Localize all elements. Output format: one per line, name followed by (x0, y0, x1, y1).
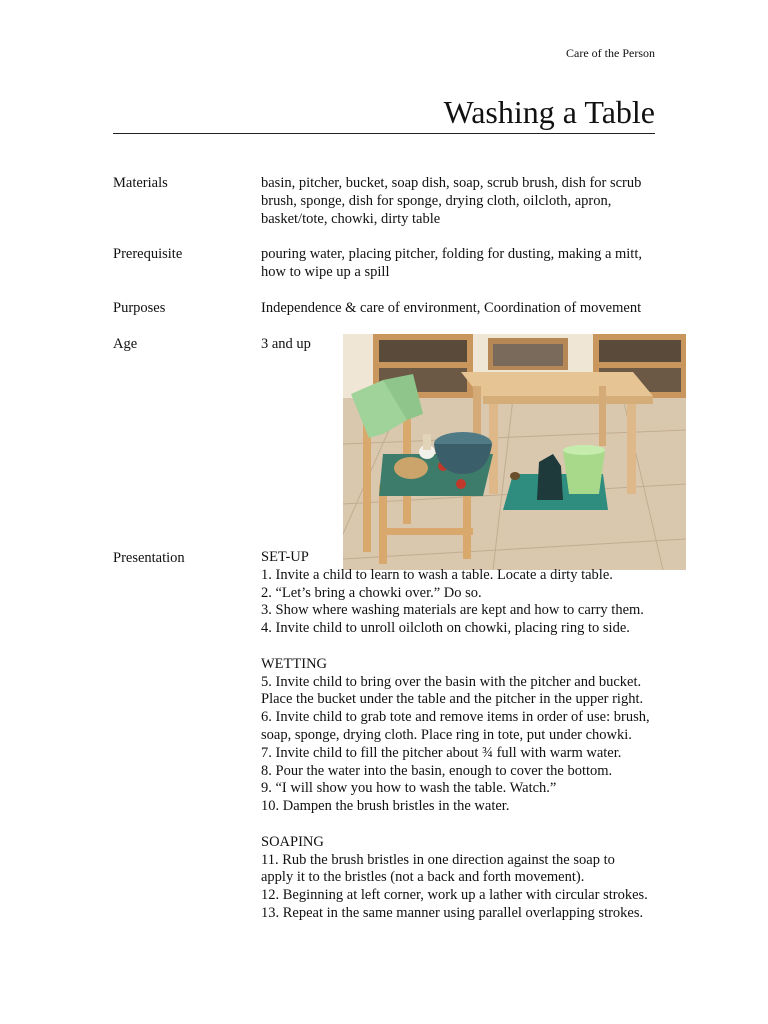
bucket (563, 450, 605, 494)
age-value: 3 and up (261, 336, 311, 352)
scrub-brush (423, 434, 431, 450)
step-line: 3. Show where washing materials are kept and how to carry them. (261, 602, 644, 619)
step-line: 7. Invite child to fill the pitcher about ¾ full with warm water. (261, 744, 622, 761)
page-title: Washing a Table (443, 94, 655, 130)
step-line: 9. “I will show you how to wash the table. Watch.” (261, 780, 557, 797)
soaping-section (261, 834, 681, 923)
age-label: Age (113, 336, 138, 352)
presentation-label: Presentation (113, 550, 185, 566)
photo-illustration (343, 334, 686, 570)
step-line: 5. Invite child to bring over the basin with the pitcher and bucket. (261, 673, 642, 690)
step-line: 12. Beginning at left corner, work up a lather with circular strokes. (261, 887, 648, 904)
running-header: Care of the Person (566, 46, 655, 60)
step-line: 6. Invite child to grab tote and remove items in order of use: brush, (261, 709, 650, 726)
step-line: 8. Pour the water into the basin, enough to cover the bottom. (261, 762, 613, 779)
materials-label: Materials (113, 175, 168, 191)
title-rule (113, 133, 655, 134)
prerequisite-value (261, 245, 671, 281)
table-washing-photo (343, 334, 686, 570)
presentation-steps (261, 549, 681, 923)
materials-line: basin, pitcher, bucket, soap dish, soap, scrub brush, dish for scrub (261, 175, 642, 191)
step-line: 11. Rub the brush bristles in one direction against the soap to (261, 851, 615, 868)
purposes-label: Purposes (113, 300, 166, 316)
materials-line: basket/tote, chowki, dirty table (261, 211, 441, 227)
purposes-value: Independence & care of environment, Coordination of movement (261, 300, 642, 316)
prerequisite-line: pouring water, placing pitcher, folding for dusting, making a mitt, (261, 246, 642, 262)
step-line: 13. Repeat in the same manner using parallel overlapping strokes. (261, 904, 644, 921)
step-line: 1. Invite a child to learn to wash a table. Locate a dirty table. (261, 566, 613, 583)
soaping-heading: SOAPING (261, 833, 324, 850)
prerequisite-line: how to wipe up a spill (261, 264, 390, 280)
setup-heading: SET-UP (261, 549, 309, 565)
materials-line: brush, sponge, dish for sponge, drying cloth, oilcloth, apron, (261, 193, 612, 209)
step-line: Place the bucket under the table and the pitcher in the upper right. (261, 691, 644, 708)
step-line: soap, sponge, drying cloth. Place ring in tote, put under chowki. (261, 726, 632, 743)
setup-section (261, 549, 681, 638)
step-line: apply it to the bristles (not a back and forth movement). (261, 869, 585, 886)
materials-value (261, 174, 671, 228)
wetting-section (261, 656, 681, 816)
wooden-table (461, 372, 653, 400)
wetting-heading: WETTING (261, 655, 328, 672)
soap-dish (394, 457, 428, 479)
prerequisite-label: Prerequisite (113, 246, 183, 262)
step-line: 4. Invite child to unroll oilcloth on chowki, placing ring to side. (261, 620, 630, 637)
step-line: 2. “Let’s bring a chowki over.” Do so. (261, 584, 482, 601)
step-line: 10. Dampen the brush bristles in the water. (261, 798, 510, 815)
